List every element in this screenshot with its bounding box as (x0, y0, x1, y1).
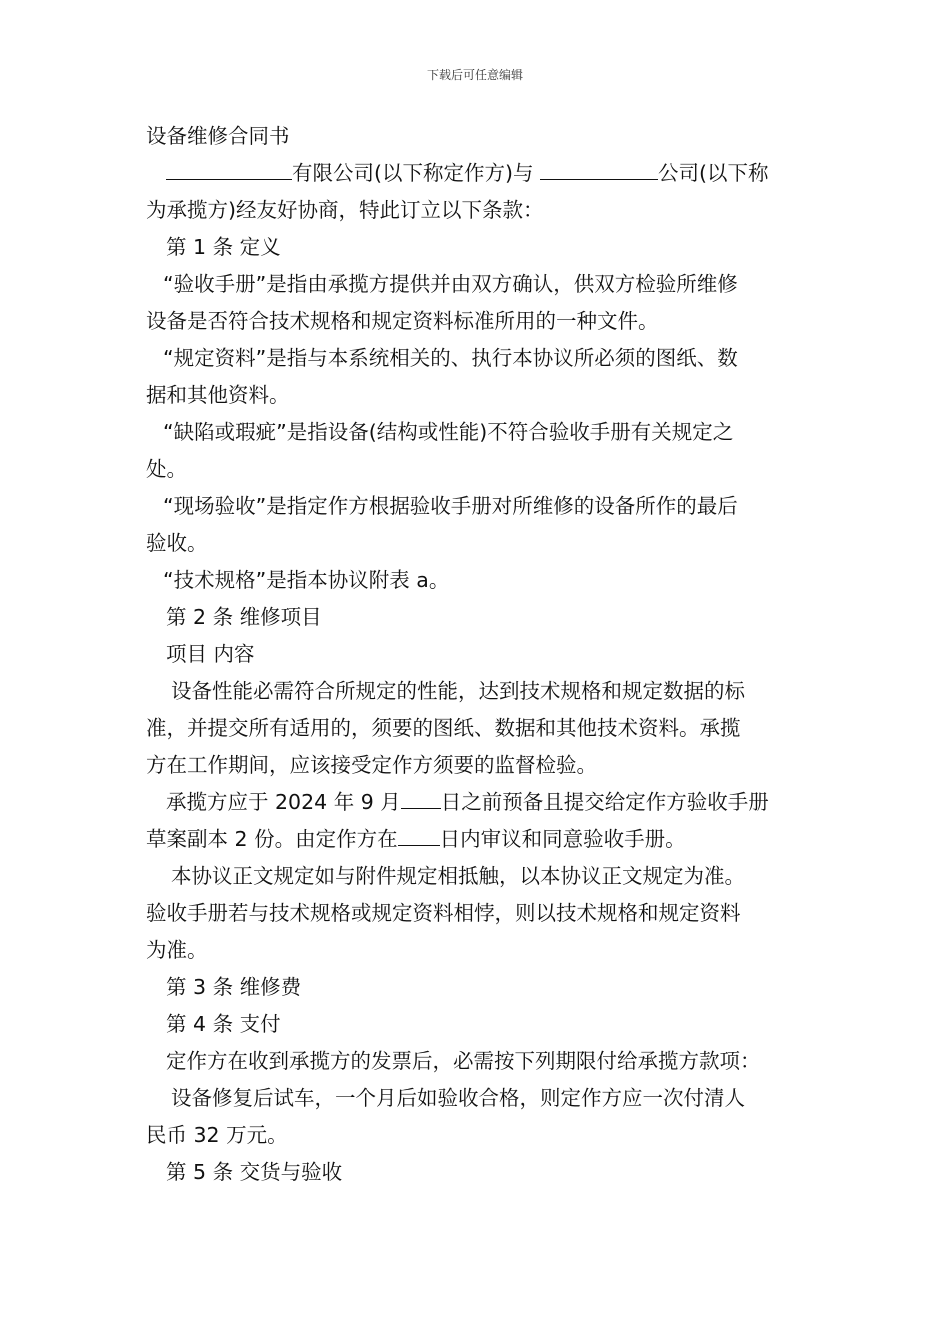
article-2-para-3-line-2: 验收手册若与技术规格或规定资料相悖，则以技术规格和规定资料 (146, 901, 741, 925)
article-2-para-1-line-3: 方在工作期间，应该接受定作方须要的监督检验。 (146, 753, 597, 777)
article-3-heading: 第 3 条 维修费 (166, 975, 302, 999)
days-blank (398, 823, 440, 846)
article-2-subheading: 项目 内容 (166, 642, 255, 666)
article-2-para-3-line-3: 为准。 (146, 938, 208, 962)
article-1-heading: 第 1 条 定义 (166, 235, 281, 259)
article-2-para-1-line-1: 设备性能必需符合所规定的性能，达到技术规格和规定数据的标 (171, 679, 745, 703)
article-4-heading: 第 4 条 支付 (166, 1012, 281, 1036)
article-2-para-2-line-2: 草案副本 2 份。由定作方在 日内审议和同意验收手册。 (146, 821, 808, 858)
definition-1-line-1: “验收手册”是指由承揽方提供并由双方确认，供双方检验所维修 (163, 272, 738, 296)
definition-2-line-2: 据和其他资料。 (146, 383, 290, 407)
definition-5-line-1: “技术规格”是指本协议附表 a。 (163, 568, 450, 592)
article-2-para-2-line-1: 承揽方应于 2024 年 9 月 日之前预备且提交给定作方验收手册 (146, 784, 808, 821)
intro-line-1: 有限公司(以下称定作方)与 公司(以下称 (146, 155, 808, 192)
definition-4-line-2: 验收。 (146, 531, 208, 555)
intro-line-2: 为承揽方)经友好协商，特此订立以下条款： (146, 198, 544, 222)
party-a-blank (166, 157, 292, 180)
article-2-heading: 第 2 条 维修项目 (166, 605, 322, 629)
article-2-para-1-line-2: 准，并提交所有适用的，须要的图纸、数据和其他技术资料。承揽 (146, 716, 741, 740)
definition-1-line-2: 设备是否符合技术规格和规定资料标准所用的一种文件。 (146, 309, 659, 333)
definition-2-line-1: “规定资料”是指与本系统相关的、执行本协议所必须的图纸、数 (163, 346, 738, 370)
definition-4-line-1: “现场验收”是指定作方根据验收手册对所维修的设备所作的最后 (163, 494, 738, 518)
article-4-para-2-line-1: 设备修复后试车，一个月后如验收合格，则定作方应一次付清人 (171, 1086, 745, 1110)
definition-3-line-1: “缺陷或瑕疵”是指设备(结构或性能)不符合验收手册有关规定之 (163, 420, 734, 444)
article-5-heading: 第 5 条 交货与验收 (166, 1160, 343, 1184)
header-note: 下载后可任意编辑 (426, 68, 523, 82)
article-2-para-3-line-1: 本协议正文规定如与附件规定相抵触，以本协议正文规定为准。 (171, 864, 745, 888)
document-title: 设备维修合同书 (146, 124, 290, 148)
article-4-para-1: 定作方在收到承揽方的发票后，必需按下列期限付给承揽方款项： (166, 1049, 761, 1073)
party-b-blank (540, 157, 658, 180)
definition-3-line-2: 处。 (146, 457, 187, 481)
date-blank (401, 786, 441, 809)
contract-body (146, 118, 808, 1191)
article-4-para-2-line-2: 民币 32 万元。 (146, 1123, 288, 1147)
